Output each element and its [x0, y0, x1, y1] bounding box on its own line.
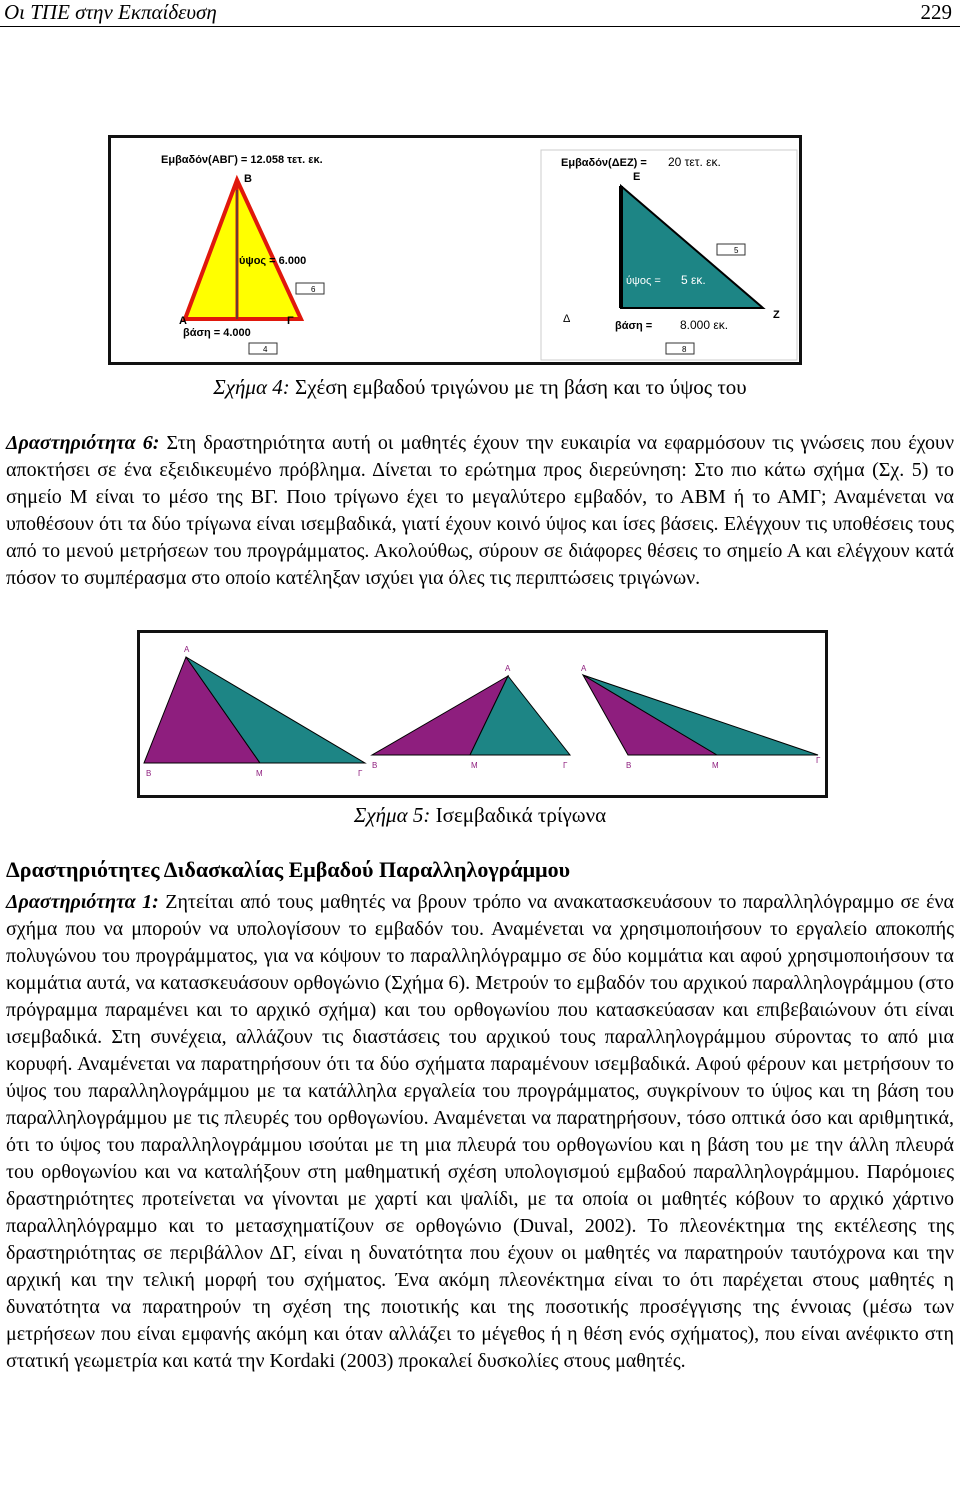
- left-apex-label: Β: [244, 173, 252, 185]
- right-height-box: [717, 244, 745, 255]
- triangle-3-label-a: Α: [581, 664, 587, 673]
- activity-6-text: Στη δραστηριότητα αυτή οι μαθητές έχουν την ευκαιρία να εφαρμόσουν τις γνώσεις που έχουν αποκτήσει σε ένα εξειδικευμένο πρόβλημα. Δίνεται το ερώτημα προς διερεύνηση: Στο πιο κάτω σχήμα (Σχ. 5) το σημείο Μ είναι το μέσο της ΒΓ. Ποιο τρίγωνο έχει το μεγαλύτερο εμβαδόν, το ΑΒΜ ή το ΑΜΓ; Αναμένεται να υποθέσουν ότι τα δύο τρίγωνα είναι ισεμβαδικά, γιατί έχουν κοινό ύψος και ίσες βάσεις. Ελέγχουν τις υποθέσεις τους από το μενού μετρήσεων του προγράμματος. Ακολούθως, σύρουν σε διάφορες θέσεις το σημείο Α και ελέγχουν κατά πόσον το συμπέρασμα στο οποίο κατέληξαν ισχύει για όλες τις περιπτώσεις τριγώνων.: [6, 432, 955, 589]
- left-base-right-label: Γ: [287, 315, 294, 327]
- activity-6-paragraph: [6, 430, 954, 592]
- figure-5-caption: [0, 803, 960, 828]
- triangle-2-label-m: Μ: [471, 761, 478, 770]
- figure-4-graphic: [111, 138, 799, 362]
- right-base-box-value: 8: [682, 345, 687, 354]
- right-base-box: [666, 343, 694, 354]
- left-area-label: Εμβαδόν(ΑΒΓ) = 12.058 τετ. εκ.: [161, 154, 323, 166]
- activity-6-lead: Δραστηριότητα 6:: [6, 432, 160, 454]
- right-base-value: 8.000 εκ.: [680, 318, 729, 332]
- right-area-value: 20 τετ. εκ.: [668, 155, 721, 169]
- triangle-2-label-a: Α: [505, 664, 511, 673]
- figure-4: [108, 135, 802, 365]
- triangle-3-label-g: Γ: [816, 756, 821, 765]
- activity-1-paragraph: [6, 889, 954, 1375]
- left-base-left-label: Α: [179, 315, 187, 327]
- triangle-2-label-g: Γ: [563, 761, 568, 770]
- figure-5-graphic: [140, 633, 825, 795]
- section-title-text: Δραστηριότητες Διδασκαλίας Εμβαδού Παραλληλογράμμου: [6, 857, 571, 882]
- triangle-3-label-b: Β: [626, 761, 632, 770]
- triangle-2-label-b: Β: [372, 761, 378, 770]
- left-height-box-value: 6: [311, 285, 316, 294]
- figure-5-caption-text: Ισεμβαδικά τρίγωνα: [430, 803, 607, 827]
- left-base-box-value: 4: [263, 345, 268, 354]
- triangle-1-label-a: Α: [184, 645, 190, 654]
- page-number: 229: [920, 0, 952, 24]
- right-base-right-label: Ζ: [773, 309, 780, 321]
- activity-1-lead: Δραστηριότητα 1:: [6, 891, 159, 913]
- right-height-box-value: 5: [734, 246, 739, 255]
- right-height-value: 5 εκ.: [681, 273, 706, 287]
- left-height-label: ύψος = 6.000: [239, 255, 307, 267]
- section-title: [6, 857, 570, 883]
- triangle-3-label-m: Μ: [712, 761, 719, 770]
- right-height-label: ύψος =: [626, 275, 661, 287]
- figure-5-caption-lead: Σχήμα 5:: [353, 803, 431, 827]
- activity-1-text: Ζητείται από τους μαθητές να βρουν τρόπο να ανακατασκευάσουν το παραλληλόγραμμο σε ένα σχήμα που να μπορούν να υπολογίσουν το εμβαδόν του. Αναμένεται να χρησιμοποιήσουν το εργαλείο αποκοπής πολυγώνου του προγράμματος, για να κόψουν το παραλληλόγραμμο σε δύο κομμάτια και αφού χρησιμοποιήσουν τα κομμάτια αυτά, να κατασκευάσουν ορθογώνιο (Σχήμα 6). Μετρούν το εμβαδόν του αρχικού παραλληλογράμμου (στο πρόγραμμα παραμένει και το αρχικό σχήμα) και του ορθογωνίου που κατασκεύασαν και επιβεβαιώνουν ότι είναι ισεμβαδικά. Στη συνέχεια, αλλάζουν τις διαστάσεις του αρχικού τους παραλληλογράμμου σύροντας το από μια κορυφή. Αναμένεται να παρατηρήσουν ότι τα δύο σχήματα παραμένουν ισεμβαδικά. Αφού φέρουν και μετρήσουν το ύψος του παραλληλογράμμου με τα κατάλληλα εργαλεία του προγράμματος, συγκρίνουν το ύψος και τη βάση του παραλληλογράμμου με τις πλευρές του ορθογωνίου. Αναμένεται να παρατηρήσουν, τόσο οπτικά όσο και αριθμητικά, ότι το ύψος του παραλληλογράμμου ισούται με τη μια πλευρά του ορθογωνίου και η βάση του με την άλλη πλευρά του ορθογωνίου και να καταλήξουν στη μαθηματική σχέση υπολογισμού εμβαδού παραλληλογράμμου. Παρόμοιες δραστηριότητες προτείνεται να γίνονται με χαρτί και ψαλίδι, με τα οποία οι μαθητές κόβουν το αρχικό χάρτινο παραλληλόγραμμο και το μετασχηματίζουν σε ορθογώνιο (Duval, 2002). Το πλεονέκτημα της εκτέλεσης της δραστηριότητας σε περιβάλλον ΔΓ, είναι η δυνατότητα που έχουν οι μαθητές να παρατηρούν ταυτόχρονα και την αρχική και την τελική μορφή του σχήματος. Ένα ακόμη πλεονέκτημα είναι το ότι παρέχεται στους μαθητές η δυνατότητα να παρατηρούν τη σχέση της ποιοτικής και της ποσοτικής προσέγγισης της έννοιας (μέσω των μετρήσεων που είναι εμφανής ακόμη και όταν αλλάζει το μέγεθος ή η θέση ενός σχήματος), που είναι ανέφικτο στη στατική γεωμετρία και κατά την Kordaki (2003) προκαλεί δυσκολίες στους μαθητές.: [6, 891, 955, 1372]
- header-rule: [0, 26, 960, 27]
- figure-5: [137, 630, 828, 798]
- triangle-1-label-m: Μ: [256, 769, 263, 778]
- right-base-left-label: Δ: [563, 313, 571, 325]
- figure-4-caption: [0, 375, 960, 400]
- right-area-label: Εμβαδόν(ΔΕΖ) =: [561, 157, 647, 169]
- figure-4-caption-text: Σχέση εμβαδού τριγώνου με τη βάση και το ύψος του: [289, 375, 747, 399]
- left-base-label: βάση = 4.000: [183, 327, 251, 339]
- running-title: Οι ΤΠΕ στην Εκπαίδευση: [4, 0, 217, 24]
- right-base-label: βάση =: [615, 320, 653, 332]
- triangle-1-label-g: Γ: [358, 769, 363, 778]
- page-header: [0, 0, 960, 26]
- left-triangle: [185, 180, 301, 319]
- figure-4-caption-lead: Σχήμα 4:: [213, 375, 290, 399]
- left-height-box: [296, 283, 324, 294]
- right-apex-label: Ε: [633, 171, 641, 183]
- triangle-1-label-b: Β: [146, 769, 152, 778]
